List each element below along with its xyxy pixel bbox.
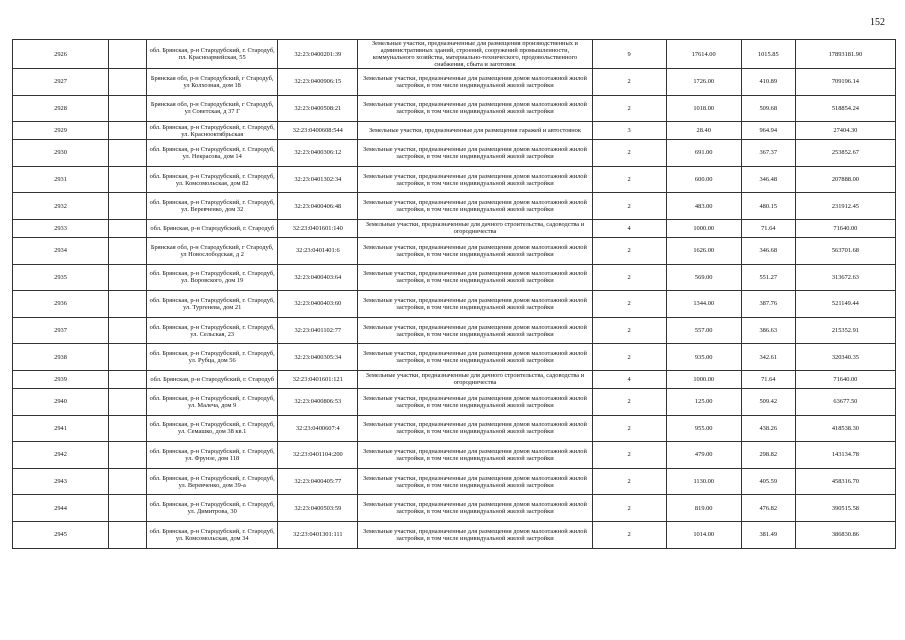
cadastral-value-cell: 231912.45	[795, 193, 895, 220]
land-use-cell: Земельные участки, предназначенные для размещения домов малоэтажной жилой застройки, в том числе индивидуальной жилой застройки	[358, 415, 592, 442]
spacer-cell	[109, 291, 147, 318]
land-use-cell: Земельные участки, предназначенные для размещения гаражей и автостоянок	[358, 122, 592, 140]
specific-value-cell: 405.59	[741, 468, 795, 495]
cadastral-number-cell: 32:23:0400305:34	[278, 344, 358, 371]
spacer-cell	[109, 442, 147, 469]
table-row	[13, 219, 896, 237]
cadastral-number-cell: 32:23:0401104:200	[278, 442, 358, 469]
spacer-cell	[109, 521, 147, 548]
cadastral-number-cell: 32:23:0401301:111	[278, 521, 358, 548]
land-use-cell: Земельные участки, предназначенные для размещения производственных и административных зданий, строений, сооружений промышленности, коммунального хозяйства, материально-технического, продовольственного снабжения, сбыта и заготовок	[358, 40, 592, 69]
cadastral-number-cell: 32:23:0400406:48	[278, 193, 358, 220]
area-cell: 1344.00	[666, 291, 741, 318]
row-number-cell: 2936	[13, 291, 109, 318]
area-cell: 557.00	[666, 317, 741, 344]
cadastral-value-cell: 253852.67	[795, 140, 895, 167]
group-cell: 2	[592, 291, 666, 318]
address-cell: обл. Брянская, р-н Стародубский, г. Стародуб, ул. Комсомольская, дом 82	[147, 166, 278, 193]
cadastral-number-cell: 32:23:0400403:64	[278, 264, 358, 291]
group-cell: 2	[592, 495, 666, 522]
land-use-cell: Земельные участки, предназначенные для размещения домов малоэтажной жилой застройки, в том числе индивидуальной жилой застройки	[358, 193, 592, 220]
group-cell: 2	[592, 95, 666, 122]
table-row	[13, 69, 896, 96]
area-cell: 125.00	[666, 388, 741, 415]
address-cell: обл. Брянская, р-н Стародубский, г. Стародуб, ул. Краснооктябрьская	[147, 122, 278, 140]
cadastral-number-cell: 32:23:0400806:53	[278, 388, 358, 415]
cadastral-value-cell: 458316.70	[795, 468, 895, 495]
row-number-cell: 2942	[13, 442, 109, 469]
table-row	[13, 344, 896, 371]
cadastral-value-cell: 521149.44	[795, 291, 895, 318]
address-cell: обл. Брянская, р-н Стародубский, г. Стародуб, ул. Рубца, дом 56	[147, 344, 278, 371]
cadastral-value-cell: 518854.24	[795, 95, 895, 122]
row-number-cell: 2934	[13, 237, 109, 264]
area-cell: 1018.00	[666, 95, 741, 122]
specific-value-cell: 964.94	[741, 122, 795, 140]
spacer-cell	[109, 237, 147, 264]
area-cell: 569.00	[666, 264, 741, 291]
area-cell: 691.00	[666, 140, 741, 167]
area-cell: 819.00	[666, 495, 741, 522]
address-cell: обл. Брянская, р-н Стародубский, г. Стародуб, ул. Димитрова, 30	[147, 495, 278, 522]
address-cell: обл. Брянская, р-н Стародубский, г. Стародуб, ул. Воровского, дом 19	[147, 264, 278, 291]
table-row	[13, 40, 896, 69]
cadastral-value-cell: 709196.14	[795, 69, 895, 96]
address-cell: Брянская обл, р-н Стародубский, г Стародуб, ул Новослободская, д 2	[147, 237, 278, 264]
row-number-cell: 2937	[13, 317, 109, 344]
address-cell: обл. Брянская, р-н Стародубский, г. Стародуб, ул. Некрасова, дом 14	[147, 140, 278, 167]
address-cell: Брянская обл, р-н Стародубский, г Стародуб, ул Колхозная, дом 18	[147, 69, 278, 96]
cadastral-value-cell: 71640.00	[795, 370, 895, 388]
address-cell: Брянская обл, р-н Стародубский, г Стародуб, ул Советская, д 37 Г	[147, 95, 278, 122]
table-row	[13, 370, 896, 388]
specific-value-cell: 387.76	[741, 291, 795, 318]
cadastral-value-cell: 215352.91	[795, 317, 895, 344]
row-number-cell: 2933	[13, 219, 109, 237]
specific-value-cell: 386.63	[741, 317, 795, 344]
table-row	[13, 166, 896, 193]
table-row	[13, 442, 896, 469]
group-cell: 2	[592, 468, 666, 495]
area-cell: 955.00	[666, 415, 741, 442]
cadastral-number-cell: 32:23:0401401:6	[278, 237, 358, 264]
cadastral-number-cell: 32:23:0400503:59	[278, 495, 358, 522]
cadastral-value-cell: 320340.35	[795, 344, 895, 371]
land-use-cell: Земельные участки, предназначенные для размещения домов малоэтажной жилой застройки, в том числе индивидуальной жилой застройки	[358, 166, 592, 193]
address-cell: обл. Брянская, р-н Стародубский, г. Стародуб, ул. Веревченко, дом 39-а	[147, 468, 278, 495]
specific-value-cell: 367.37	[741, 140, 795, 167]
group-cell: 2	[592, 69, 666, 96]
cadastral-number-cell: 32:23:0400508:21	[278, 95, 358, 122]
area-cell: 1726.00	[666, 69, 741, 96]
area-cell: 483.00	[666, 193, 741, 220]
spacer-cell	[109, 140, 147, 167]
land-use-cell: Земельные участки, предназначенные для размещения домов малоэтажной жилой застройки, в том числе индивидуальной жилой застройки	[358, 95, 592, 122]
group-cell: 4	[592, 370, 666, 388]
row-number-cell: 2935	[13, 264, 109, 291]
land-use-cell: Земельные участки, предназначенные для размещения домов малоэтажной жилой застройки, в том числе индивидуальной жилой застройки	[358, 468, 592, 495]
row-number-cell: 2940	[13, 388, 109, 415]
specific-value-cell: 476.82	[741, 495, 795, 522]
spacer-cell	[109, 69, 147, 96]
land-registry-table	[12, 39, 896, 549]
address-cell: обл. Брянская, р-н Стародубский, г. Стародуб	[147, 370, 278, 388]
specific-value-cell: 381.49	[741, 521, 795, 548]
specific-value-cell: 551.27	[741, 264, 795, 291]
land-use-cell: Земельные участки, предназначенные для дачного строительства, садоводства и огородничества	[358, 370, 592, 388]
cadastral-value-cell: 386830.86	[795, 521, 895, 548]
cadastral-value-cell: 418538.30	[795, 415, 895, 442]
specific-value-cell: 1015.85	[741, 40, 795, 69]
table-row	[13, 264, 896, 291]
cadastral-value-cell: 63677.50	[795, 388, 895, 415]
cadastral-value-cell: 17893181.90	[795, 40, 895, 69]
area-cell: 1626.00	[666, 237, 741, 264]
table-row	[13, 122, 896, 140]
table-row	[13, 140, 896, 167]
row-number-cell: 2930	[13, 140, 109, 167]
table-row	[13, 193, 896, 220]
specific-value-cell: 298.82	[741, 442, 795, 469]
row-number-cell: 2926	[13, 40, 109, 69]
address-cell: обл. Брянская, р-н Стародубский, г. Стародуб, ул. Комсомольская, дом 34	[147, 521, 278, 548]
row-number-cell: 2944	[13, 495, 109, 522]
spacer-cell	[109, 40, 147, 69]
address-cell: обл. Брянская, р-н Стародубский, г. Стародуб, ул. Тургенева, дом 21	[147, 291, 278, 318]
group-cell: 4	[592, 219, 666, 237]
table-row	[13, 237, 896, 264]
address-cell: обл. Брянская, р-н Стародубский, г. Стародуб, ул. Семашко, дом 38 кв.1	[147, 415, 278, 442]
address-cell: обл. Брянская, р-н Стародубский, г. Стародуб, ул. Малеча, дом 9	[147, 388, 278, 415]
cadastral-number-cell: 32:23:0401601:140	[278, 219, 358, 237]
cadastral-number-cell: 32:23:0400607:4	[278, 415, 358, 442]
table-row	[13, 317, 896, 344]
land-use-cell: Земельные участки, предназначенные для размещения домов малоэтажной жилой застройки, в том числе индивидуальной жилой застройки	[358, 521, 592, 548]
table-row	[13, 95, 896, 122]
group-cell: 2	[592, 415, 666, 442]
address-cell: обл. Брянская, р-н Стародубский, г. Стародуб, пл. Красноармейская, 55	[147, 40, 278, 69]
area-cell: 600.00	[666, 166, 741, 193]
row-number-cell: 2931	[13, 166, 109, 193]
group-cell: 2	[592, 388, 666, 415]
page-number: 152	[870, 17, 885, 28]
group-cell: 2	[592, 166, 666, 193]
land-use-cell: Земельные участки, предназначенные для размещения домов малоэтажной жилой застройки, в том числе индивидуальной жилой застройки	[358, 291, 592, 318]
land-use-cell: Земельные участки, предназначенные для размещения домов малоэтажной жилой застройки, в том числе индивидуальной жилой застройки	[358, 344, 592, 371]
row-number-cell: 2932	[13, 193, 109, 220]
spacer-cell	[109, 166, 147, 193]
spacer-cell	[109, 370, 147, 388]
area-cell: 1014.00	[666, 521, 741, 548]
row-number-cell: 2945	[13, 521, 109, 548]
row-number-cell: 2939	[13, 370, 109, 388]
row-number-cell: 2938	[13, 344, 109, 371]
specific-value-cell: 71.64	[741, 370, 795, 388]
spacer-cell	[109, 317, 147, 344]
area-cell: 1130.00	[666, 468, 741, 495]
cadastral-number-cell: 32:23:0400306:12	[278, 140, 358, 167]
spacer-cell	[109, 95, 147, 122]
cadastral-number-cell: 32:23:0400405:77	[278, 468, 358, 495]
table-row	[13, 468, 896, 495]
table-row	[13, 521, 896, 548]
specific-value-cell: 342.61	[741, 344, 795, 371]
land-use-cell: Земельные участки, предназначенные для размещения домов малоэтажной жилой застройки, в том числе индивидуальной жилой застройки	[358, 264, 592, 291]
cadastral-number-cell: 32:23:0401302:34	[278, 166, 358, 193]
row-number-cell: 2927	[13, 69, 109, 96]
specific-value-cell: 346.48	[741, 166, 795, 193]
land-use-cell: Земельные участки, предназначенные для размещения домов малоэтажной жилой застройки, в том числе индивидуальной жилой застройки	[358, 495, 592, 522]
specific-value-cell: 410.89	[741, 69, 795, 96]
land-use-cell: Земельные участки, предназначенные для размещения домов малоэтажной жилой застройки, в том числе индивидуальной жилой застройки	[358, 140, 592, 167]
cadastral-value-cell: 313672.63	[795, 264, 895, 291]
cadastral-number-cell: 32:23:0400906:15	[278, 69, 358, 96]
spacer-cell	[109, 219, 147, 237]
group-cell: 9	[592, 40, 666, 69]
group-cell: 2	[592, 344, 666, 371]
group-cell: 2	[592, 442, 666, 469]
land-use-cell: Земельные участки, предназначенные для размещения домов малоэтажной жилой застройки, в том числе индивидуальной жилой застройки	[358, 237, 592, 264]
group-cell: 2	[592, 237, 666, 264]
address-cell: обл. Брянская, р-н Стародубский, г. Стародуб, ул. Веревченко, дом 32	[147, 193, 278, 220]
specific-value-cell: 509.42	[741, 388, 795, 415]
spacer-cell	[109, 344, 147, 371]
row-number-cell: 2943	[13, 468, 109, 495]
table-row	[13, 291, 896, 318]
table-row	[13, 495, 896, 522]
table-row	[13, 415, 896, 442]
row-number-cell: 2928	[13, 95, 109, 122]
cadastral-value-cell: 390515.58	[795, 495, 895, 522]
specific-value-cell: 480.15	[741, 193, 795, 220]
land-use-cell: Земельные участки, предназначенные для размещения домов малоэтажной жилой застройки, в том числе индивидуальной жилой застройки	[358, 69, 592, 96]
cadastral-value-cell: 27404.30	[795, 122, 895, 140]
area-cell: 1000.00	[666, 219, 741, 237]
spacer-cell	[109, 122, 147, 140]
cadastral-number-cell: 32:23:0400201:39	[278, 40, 358, 69]
specific-value-cell: 438.26	[741, 415, 795, 442]
address-cell: обл. Брянская, р-н Стародубский, г. Стародуб	[147, 219, 278, 237]
cadastral-number-cell: 32:23:0400403:60	[278, 291, 358, 318]
area-cell: 28.40	[666, 122, 741, 140]
spacer-cell	[109, 495, 147, 522]
land-use-cell: Земельные участки, предназначенные для дачного строительства, садоводства и огородничества	[358, 219, 592, 237]
land-use-cell: Земельные участки, предназначенные для размещения домов малоэтажной жилой застройки, в том числе индивидуальной жилой застройки	[358, 317, 592, 344]
spacer-cell	[109, 468, 147, 495]
group-cell: 2	[592, 140, 666, 167]
row-number-cell: 2941	[13, 415, 109, 442]
cadastral-value-cell: 143134.78	[795, 442, 895, 469]
spacer-cell	[109, 193, 147, 220]
table-row	[13, 388, 896, 415]
group-cell: 2	[592, 264, 666, 291]
specific-value-cell: 509.68	[741, 95, 795, 122]
cadastral-number-cell: 32:23:0401102:77	[278, 317, 358, 344]
cadastral-value-cell: 71640.00	[795, 219, 895, 237]
address-cell: обл. Брянская, р-н Стародубский, г. Стародуб, ул. Сельская, 23	[147, 317, 278, 344]
cadastral-number-cell: 32:23:0400608:544	[278, 122, 358, 140]
spacer-cell	[109, 415, 147, 442]
area-cell: 17614.00	[666, 40, 741, 69]
cadastral-value-cell: 207888.00	[795, 166, 895, 193]
address-cell: обл. Брянская, р-н Стародубский, г. Стародуб, ул. Фрунзе, дом 118	[147, 442, 278, 469]
specific-value-cell: 346.68	[741, 237, 795, 264]
spacer-cell	[109, 264, 147, 291]
specific-value-cell: 71.64	[741, 219, 795, 237]
spacer-cell	[109, 388, 147, 415]
cadastral-number-cell: 32:23:0401601:121	[278, 370, 358, 388]
table-body	[13, 40, 896, 549]
area-cell: 1000.00	[666, 370, 741, 388]
row-number-cell: 2929	[13, 122, 109, 140]
group-cell: 2	[592, 317, 666, 344]
cadastral-value-cell: 563701.68	[795, 237, 895, 264]
land-use-cell: Земельные участки, предназначенные для размещения домов малоэтажной жилой застройки, в том числе индивидуальной жилой застройки	[358, 442, 592, 469]
land-use-cell: Земельные участки, предназначенные для размещения домов малоэтажной жилой застройки, в том числе индивидуальной жилой застройки	[358, 388, 592, 415]
group-cell: 3	[592, 122, 666, 140]
group-cell: 2	[592, 193, 666, 220]
group-cell: 2	[592, 521, 666, 548]
area-cell: 479.00	[666, 442, 741, 469]
area-cell: 935.00	[666, 344, 741, 371]
